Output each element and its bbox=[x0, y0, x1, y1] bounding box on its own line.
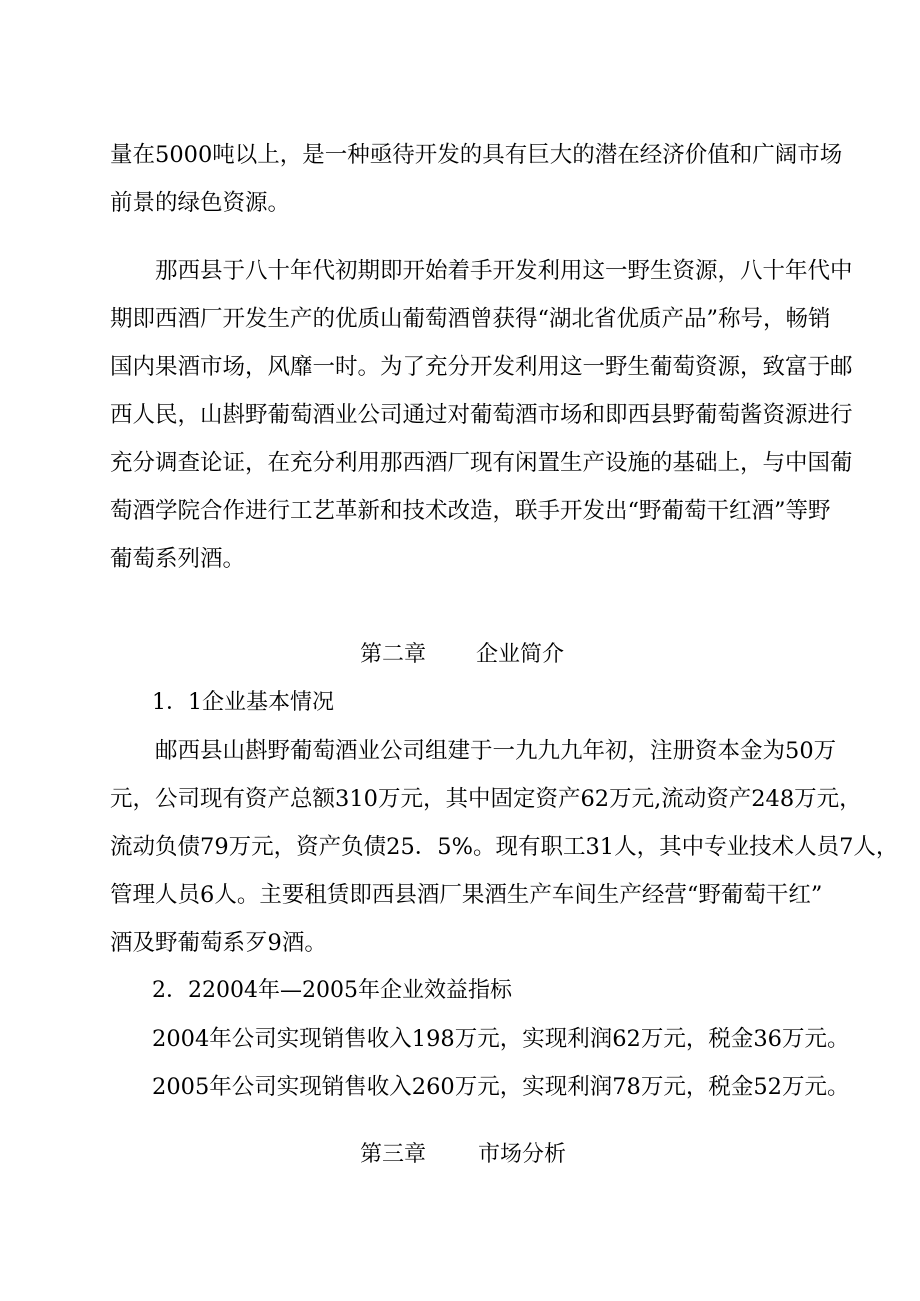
paragraph-line: 国内果酒市场，风靡一时。为了充分开发利用这一野生葡萄资源，致富于邮 bbox=[110, 354, 853, 380]
paragraph-line: 元，公司现有资产总额310万元，其中固定资产62万元,流动资产248万元， bbox=[110, 786, 862, 812]
chapter-number: 第三章 bbox=[360, 1142, 427, 1167]
paragraph-line: 期即西酒厂开发生产的优质山葡萄酒曾获得“湖北省优质产品”称号，畅销 bbox=[110, 306, 831, 332]
paragraph-line: 那西县于八十年代初期即开始着手开发利用这一野生资源，八十年代中 bbox=[110, 258, 853, 284]
paragraph-line: 前景的绿色资源。 bbox=[110, 190, 291, 216]
paragraph-line: 量在5000吨以上，是一种亟待开发的具有巨大的潜在经济价值和广阔市场 bbox=[110, 142, 843, 168]
chapter-title: 市场分析 bbox=[478, 1142, 567, 1167]
paragraph-line: 2004年公司实现销售收入198万元，实现利润62万元，税金36万元。 bbox=[152, 1026, 850, 1052]
paragraph-line: 2005年公司实现销售收入260万元，实现利润78万元，税金52万元。 bbox=[152, 1074, 850, 1100]
section-title: 1．1企业基本情况 bbox=[152, 690, 334, 715]
paragraph-line: 流动负债79万元，资产负债25．5%。现有职工31人，其中专业技术人员7人， bbox=[110, 834, 899, 860]
chapter-title: 企业简介 bbox=[476, 642, 565, 667]
paragraph-line: 酒及野葡萄系歹9酒。 bbox=[110, 930, 327, 956]
paragraph-line: 葡萄系列酒。 bbox=[110, 546, 246, 572]
paragraph-line: 管理人员6人。主要租赁即西县酒厂果酒生产车间生产经营“野葡萄干红” bbox=[110, 882, 823, 908]
paragraph-line: 邮西县山斟野葡萄酒业公司组建于一九九九年初，注册资本金为50万 bbox=[110, 738, 837, 764]
paragraph-line: 萄酒学院合作进行工艺革新和技术改造，联手开发出“野葡萄干红酒”等野 bbox=[110, 498, 831, 524]
section-title: 2．22004年—2005年企业效益指标 bbox=[152, 978, 512, 1003]
paragraph-line: 西人民，山斟野葡萄酒业公司通过对葡萄酒市场和即西县野葡萄酱资源进行 bbox=[110, 402, 853, 428]
paragraph-line: 充分调查论证，在充分利用那西酒厂现有闲置生产设施的基础上，与中国葡 bbox=[110, 450, 853, 476]
chapter-number: 第二章 bbox=[360, 642, 427, 667]
